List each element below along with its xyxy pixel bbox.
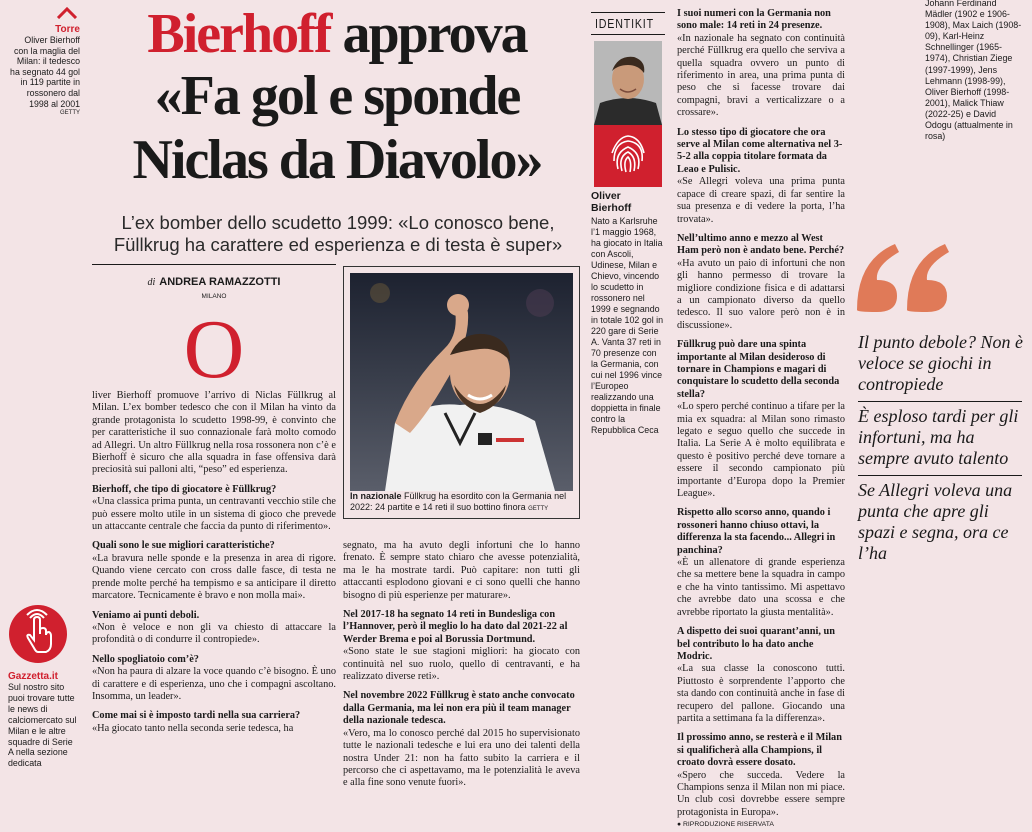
photo-caption-lead: In nazionale — [350, 491, 402, 501]
subhead-line2: Füllkrug ha carattere ed esperienza e di testa è super» — [113, 234, 563, 255]
bierhoff-portrait — [594, 41, 662, 125]
headline-line2: «Fa gol e sponde — [154, 65, 520, 127]
photo-caption — [350, 491, 573, 515]
question: I suoi numeri con la Germania non sono male: 14 reti in 24 presenze. — [677, 8, 831, 32]
subhead-line1: L’ex bomber dello scudetto 1999: «Lo conosco bene, — [121, 212, 555, 233]
question: Nel 2017-18 ha segnato 14 reti in Bundesliga con l’Hannover, però il meglio lo ha dato dal 2021-22 al Werder Brema e poi al Borussia Dortmund. — [343, 609, 568, 645]
question: Lo stesso tipo di giocatore che ora serve al Milan come alternativa nel 3-5-2 alla coppia titolare formata da Leao e Pulisic. — [677, 126, 843, 175]
question: Nell’ultimo anno e mezzo al West Ham però non è andato bene. Perché? — [677, 232, 845, 257]
quote-mark-icon — [855, 240, 955, 312]
answer: «Lo spero perché continuo a tifare per la mia ex squadra: al Milan sono rimasto legato e seguo quello che succede in Italia. La Serie A è molto equilibrata e questo è positivo perché deve tornare a essere il secondo campionato più importante d’Europa dopo la Premier League». — [677, 401, 845, 500]
photo-caption-text: Füllkrug ha esordito con la Germania nel 2022: 24 partite e 14 reti il suo bottino finora — [350, 491, 567, 512]
answer: «Ha avuto un paio di infortuni che non gli hanno permesso di trovare la migliore condizione fisica e di adattarsi a un campionato diverso da quello tedesco. Il suo valore però non è in discussione». — [677, 257, 845, 331]
answer: «Ha giocato tanto nella seconda serie tedesca, ha — [92, 722, 294, 734]
photo-caption-credit: GETTY — [528, 506, 549, 512]
question: Füllkrug può dare una spinta importante al Milan desideroso di tornare in Champions e magari di conquistare lo scudetto della seconda stella? — [677, 339, 840, 400]
headline-name: Bierhoff — [147, 3, 331, 65]
answer: «In nazionale ha segnato con continuità perché Füllkrug era quello che serviva a quella squadra ovvero un punto di riferimento in area, una prima punta di peso che si facesse trovare dai compagni, bravi a verticalizzare o a crossare». — [677, 32, 845, 119]
col2-cont: segnato, ma ha avuto degli infortuni che lo hanno frenato. È sempre stato chiaro che avesse potenzialità, ma le ha mostrate tardi. Può capitare: non tutti gli attaccanti esplodono giovani e ci sono quelli che hanno bisogno di più esperienze per maturare». — [343, 540, 580, 601]
answer: «La bravura nelle sponde e la presenza in area di rigore. Quando viene cercato con cross dalle fasce, di testa ne prende molte perché ha tempismo e sa anticipare il diretto marcatore. Tecnicamente è bravo e non molla mai». — [92, 552, 336, 602]
top-caption — [8, 6, 80, 118]
repro-text: RIPRODUZIONE RISERVATA — [683, 821, 774, 829]
dropcap-block — [92, 303, 336, 396]
fingerprint-box — [594, 125, 662, 187]
divider — [92, 264, 336, 265]
answer: «Se Allegri voleva una prima punta capace di creare spazi, di far sentire la sua presenza e di vedere la porta, l’ha trovata». — [677, 176, 845, 225]
answer: «È un allenatore di grande esperienza che sa mettere bene la squadra in campo e che ha vinto tantissimo. Mi aspettavo che avrebbe dato una scossa e che avrebbe riportato la giusta mentalità». — [677, 557, 845, 618]
headline-line3: Niclas da Diavolo» — [132, 129, 542, 191]
column-1 — [92, 303, 336, 735]
byline-di: di — [147, 277, 156, 288]
answer: «Sono state le sue stagioni migliori: ha giocato con continuità nel suo ruolo, quello di centravanti, e ha realizzato diverse reti». — [343, 646, 580, 683]
sidebar-list: Johann Ferdinand Mädler (1902 e 1906-1908), Max Laich (1908-09), Karl-Heinz Schnellinger (1965-1974), Christian Ziege (1997-1999), Jens Lehmann (1998-99), Oliver Bierhoff (1998-2001), Malick Thiaw (2022-25) e David Odogu (attualmente in rosa) — [925, 0, 1022, 142]
question: Il prossimo anno, se resterà e il Milan si qualificherà alla Champions, il croato dovrà essere dosato. — [677, 732, 842, 769]
question: A dispetto dei suoi quarant’anni, un bel contributo lo ha dato anche Modric. — [677, 626, 835, 662]
question: Quali sono le sue migliori caratteristiche? — [92, 540, 275, 552]
byline — [92, 272, 336, 300]
chevron-up-icon — [56, 7, 78, 19]
question: Nello spogliatoio com’è? — [92, 653, 199, 665]
identikit-name — [591, 191, 665, 214]
tap-hand-icon[interactable] — [8, 604, 68, 664]
column-2 — [343, 540, 580, 790]
repro: ● RIPRODUZIONE RISERVATA — [677, 821, 774, 829]
gazzetta-text: Sul nostro sito puoi trovare tutte le news di calciomercato sul Milan e le altre squadre di Serie A nella sezione dedicata — [8, 682, 77, 769]
pull-quote-2: È esploso tardi per gli infortuni, ma ha sempre avuto talento — [858, 406, 1019, 468]
answer: «Non ha paura di alzare la voce quando c’è bisogno. È uno di carattere e di esperienza, uno che i compagni ascoltano. Insomma, un leader». — [92, 666, 336, 702]
fingerprint-icon — [594, 125, 662, 187]
qa-list — [92, 484, 336, 735]
answer: «Una classica prima punta, un centravanti vecchio stile che può essere molto utile in un sistema di gioco che prevede un attaccante centrale che faccia da punto di riferimento». — [92, 496, 336, 533]
answer: «La sua classe la conoscono tutti. Piuttosto è sorprendente l’apporto che sta dando con continuità anche in fase di recupero del pallone. Giocando una partita a settimana fa la differenza». — [677, 663, 845, 724]
question: Veniamo ai punti deboli. — [92, 609, 200, 621]
identikit-title: IDENTIKIT — [595, 16, 654, 31]
intro-text: liver Bierhoff promuove l’arrivo di Niclas Füllkrug al Milan. L’ex bomber tedesco che con il Milan ha vinto da grande protagonista lo scudetto 1998-99, è convinto che per caratteristiche il suo connazionale farà molto comodo ad Allegri. Un altro Füllkrug nella rosa rossonera non c’è e Bierhoff è sicuro che alla squadra in fase offensiva darà preciosità sui palloni alti, “peso” ed esperienza. — [92, 390, 336, 476]
headline-rest: approva — [342, 3, 527, 65]
byline-place: MILANO — [201, 293, 227, 300]
column-3 — [677, 8, 845, 828]
caption-credit: GETTY — [59, 110, 80, 117]
identikit-name1: Oliver — [591, 190, 621, 202]
caption-label: Torre — [55, 24, 80, 35]
question: Nel novembre 2022 Füllkrug è stato anche convocato dalla Germania, ma lei non era più il team manager della nazionale tedesca. — [343, 690, 575, 727]
answer: «Non è veloce e non gli va chiesto di attaccare la profondità o di condurre il contropiede». — [92, 621, 336, 646]
identikit-bio: Nato a Karlsruhe l’1 maggio 1968, ha giocato in Italia con Ascoli, Udinese, Milan e Chievo, vincendo lo scudetto in rossonero nel 1999 e segnando in totale 102 gol in 220 gare di Serie A. Vanta 37 reti in 70 presenze con la Germania, con cui nel 1996 vince l’Europeo realizzando una doppietta in finale contro la Repubblica Ceca — [591, 216, 664, 435]
identikit-name2: Bierhoff — [591, 201, 632, 214]
qa-list-2 — [343, 609, 580, 790]
answer: «Spero che succeda. Vedere la Champions senza il Milan non mi piace. Un club così dovrebbe essere sempre protagonista in Europa». — [677, 769, 845, 818]
question: Rispetto allo scorso anno, quando i rossoneri hanno chiuso ottavi, la differenza la sta facendo... Allegri in panchina? — [677, 507, 836, 556]
photo-frame — [343, 266, 580, 519]
identikit — [591, 12, 665, 436]
pull-quote-1: Il punto debole? Non è veloce se giochi in contropiede — [858, 332, 1023, 394]
answer: «Vero, ma lo conosco perché dal 2015 ho supervisionato tutte le nazionali tedesche e lui era uno dei talenti della nostra Under 21: non ha fatto subito la carriera e il percorso che ci aspettavamo, ma le potenzialità le aveva e alla fine sono venute fuori». — [343, 727, 580, 789]
gazzetta-promo — [8, 604, 80, 769]
pull-quotes — [858, 332, 1028, 564]
qa-list-3 — [677, 8, 845, 819]
player-photo — [350, 273, 573, 491]
question: Come mai si è imposto tardi nella sua carriera? — [92, 710, 301, 722]
headline — [92, 4, 582, 192]
pull-quote-3: Se Allegri voleva una punta che apre gli spazi e segna, ora ce l’ha — [858, 480, 1013, 563]
dropcap: O — [183, 303, 245, 396]
question: Bierhoff, che tipo di giocatore è Füllkrug? — [92, 483, 277, 495]
subhead — [88, 212, 588, 256]
caption-text: Oliver Bierhoff con la maglia del Milan: il tedesco ha segnato 44 gol in 119 partite in rossonero dal 1998 al 2001 — [10, 35, 80, 109]
byline-author: ANDREA RAMAZZOTTI — [159, 276, 281, 288]
gazzetta-brand[interactable]: Gazzetta.it — [8, 671, 59, 682]
